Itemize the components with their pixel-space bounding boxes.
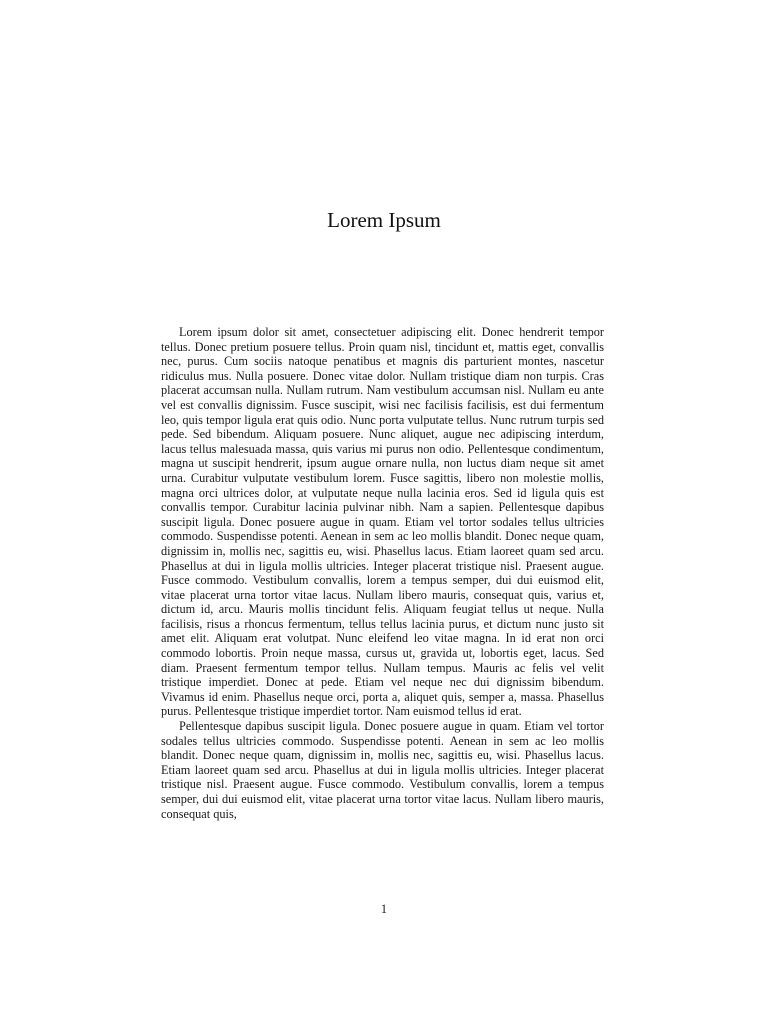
paragraph-2: Pellentesque dapibus suscipit ligula. Donec posuere augue in quam. Etiam vel tortor sodales tellus ultricies commodo. Suspendisse potenti. Aenean in sem ac leo mollis blandit. Donec neque quam, dignissim in, mollis nec, sagittis eu, wisi. Phasellus lacus. Etiam laoreet quam sed arcu. Phasellus at dui in ligula mollis ultricies. Integer placerat tristique nisl. Praesent augue. Fusce commodo. Vestibulum convallis, lorem a tempus semper, dui dui euismod elit, vitae placerat urna tortor vitae lacus. Nullam libero mauris, consequat quis, xyxy=(161,719,604,821)
body-text xyxy=(161,325,604,821)
page-number: 1 xyxy=(380,902,388,916)
document-title: Lorem Ipsum xyxy=(327,208,441,232)
paragraph-1: Lorem ipsum dolor sit amet, consectetuer adipiscing elit. Donec hendrerit tempor tellus. Donec pretium posuere tellus. Proin quam nisl, tincidunt et, mattis eget, convallis nec, purus. Cum sociis natoque penatibus et magnis dis parturient montes, nascetur ridiculus mus. Nulla posuere. Donec vitae dolor. Nullam tristique diam non turpis. Cras placerat accumsan nulla. Nullam rutrum. Nam vestibulum accumsan nisl. Nullam eu ante vel est convallis dignissim. Fusce suscipit, wisi nec facilisis facilisis, est dui fermentum leo, quis tempor ligula erat quis odio. Nunc porta vulputate tellus. Nunc rutrum turpis sed pede. Sed bibendum. Aliquam posuere. Nunc aliquet, augue nec adipiscing interdum, lacus tellus malesuada massa, quis varius mi purus non odio. Pellentesque condimentum, magna ut suscipit hendrerit, ipsum augue ornare nulla, non luctus diam neque sit amet urna. Curabitur vulputate vestibulum lorem. Fusce sagittis, libero non molestie mollis, magna orci ultrices dolor, at vulputate neque nulla lacinia eros. Sed id ligula quis est convallis tempor. Curabitur lacinia pulvinar nibh. Nam a sapien. Pellentesque dapibus suscipit ligula. Donec posuere augue in quam. Etiam vel tortor sodales tellus ultricies commodo. Suspendisse potenti. Aenean in sem ac leo mollis blandit. Donec neque quam, dignissim in, mollis nec, sagittis eu, wisi. Phasellus lacus. Etiam laoreet quam sed arcu. Phasellus at dui in ligula mollis ultricies. Integer placerat tristique nisl. Praesent augue. Fusce commodo. Vestibulum convallis, lorem a tempus semper, dui dui euismod elit, vitae placerat urna tortor vitae lacus. Nullam libero mauris, consequat quis, varius et, dictum id, arcu. Mauris mollis tincidunt felis. Aliquam feugiat tellus ut neque. Nulla facilisis, risus a rhoncus fermentum, tellus tellus lacinia purus, et dictum nunc justo sit amet elit. Aliquam erat volutpat. Nunc eleifend leo vitae magna. In id erat non orci commodo lobortis. Proin neque massa, cursus ut, gravida ut, lobortis eget, lacus. Sed diam. Praesent fermentum tempor tellus. Nullam tempus. Mauris ac felis vel velit tristique imperdiet. Donec at pede. Etiam vel neque nec dui dignissim bibendum. Vivamus id enim. Phasellus neque orci, porta a, aliquet quis, semper a, massa. Phasellus purus. Pellentesque tristique imperdiet tortor. Nam euismod tellus id erat. xyxy=(161,325,604,719)
